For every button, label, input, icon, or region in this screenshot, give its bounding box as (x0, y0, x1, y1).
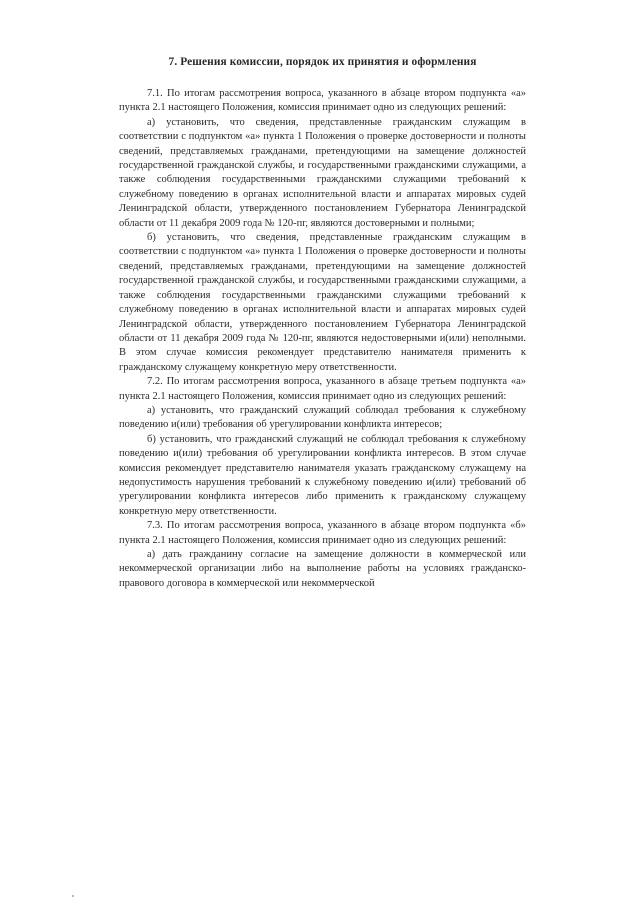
paragraph-7-3-a: а) дать гражданину согласие на замещение должности в коммерческой или некоммерческой организации либо на выполнение работы на условиях гражданско-правового договора в коммерческой или некоммерческой (119, 549, 526, 589)
paragraph-7-2: 7.2. По итогам рассмотрения вопроса, указанного в абзаце третьем подпункта «а» пункта 2.1 настоящего Положения, комиссия принимает одно из следующих решений: (119, 376, 526, 402)
scan-speck (72, 895, 74, 897)
paragraph-7-1: 7.1. По итогам рассмотрения вопроса, указанного в абзаце втором подпункта «а» пункта 2.1 настоящего Положения, комиссия принимает одно из следующих решений: (119, 88, 526, 114)
paragraph-7-3: 7.3. По итогам рассмотрения вопроса, указанного в абзаце втором подпункта «б» пункта 2.1 настоящего Положения, комиссия принимает одно из следующих решений: (119, 520, 526, 546)
paragraph-7-2-b: б) установить, что гражданский служащий не соблюдал требования к служебному поведению и(или) требования об урегулировании конфликта интересов. В этом случае комиссия рекомендует представителю нанимателя указать гражданскому служащему на недопустимость нарушения требований к служебному поведению и(или) требований об урегулировании конфликта интересов либо применить к гражданскому служащему конкретную меру ответственности. (119, 433, 526, 517)
paragraph-7-1-b: б) установить, что сведения, представленные гражданским служащим в соответствии с подпунктом «а» пункта 1 Положения о проверке достоверности и полноты сведений, представляемых гражданами, претендующими на замещение должностей государственной гражданской службы, и государственными гражданскими служащими, а также соблюдения государственными гражданскими служащими требований к служебному поведению в органах исполнительной власти и аппаратах мировых судей Ленинградской области, утвержденного постановлением Губернатора Ленинградской области от 11 декабря 2009 года № 120-пг, являются недостоверными и(или) неполными. В этом случае комиссия рекомендует представителю нанимателя применить к гражданскому служащему конкретную меру ответственности. (119, 232, 526, 373)
section-heading: 7. Решения комиссии, порядок их принятия и оформления (168, 56, 477, 68)
paragraph-7-2-a: а) установить, что гражданский служащий соблюдал требования к служебному поведению и(или) требования об урегулировании конфликта интересов; (119, 404, 526, 431)
paragraph-7-1-a: а) установить, что сведения, представленные гражданским служащим в соответствии с подпунктом «а» пункта 1 Положения о проверке достоверности и полноты сведений, представляемых гражданами, претендующими на замещение должностей государственной гражданской службы, и государственными гражданскими служащими, а также соблюдения государственными гражданскими служащими требований к служебному поведению в органах исполнительной власти и аппаратах мировых судей Ленинградской области, утвержденного постановлением Губернатора Ленинградской области от 11 декабря 2009 года № 120-пг, являются достоверными и полными; (119, 116, 526, 229)
